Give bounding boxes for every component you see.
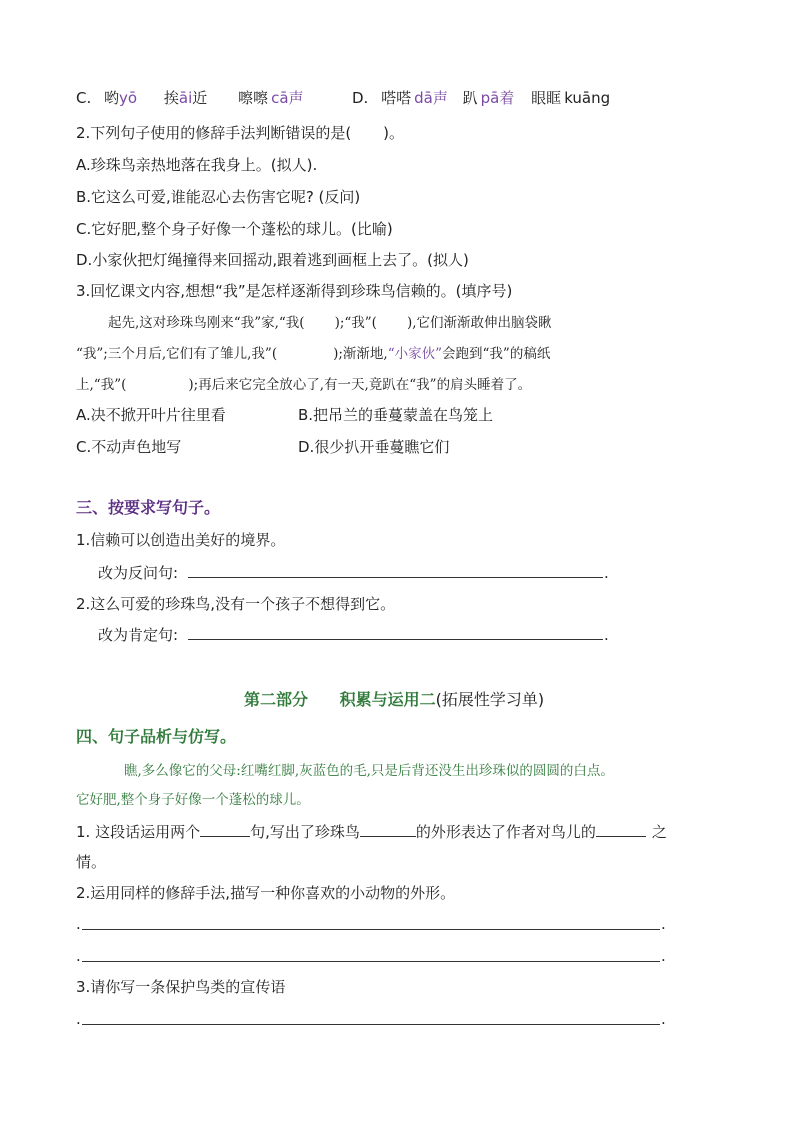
answer-line-description-1[interactable] xyxy=(82,929,660,930)
word: 嗒嗒 xyxy=(381,89,412,107)
q2-option-a: A.珍珠鸟亲热地落在我身上。(拟人). xyxy=(76,156,318,174)
sec4-q1 xyxy=(76,821,667,842)
pinyin: dā xyxy=(414,89,433,107)
q2-option-c: C.它好肥,整个身子好像一个蓬松的球儿。(比喻) xyxy=(76,220,393,238)
q1-option-c xyxy=(76,88,304,108)
q3-option-c: C.不动声色地写 xyxy=(76,438,182,456)
option-label: D. xyxy=(352,89,369,107)
q3-stem: 3.回忆课文内容,想想“我”是怎样逐渐得到珍珠鸟信赖的。(填序号) xyxy=(76,282,513,300)
question-text: 1. 这段话运用两个 xyxy=(76,823,201,841)
passage-text: 起先,这对珍珠鸟刚来“我”家,“我( xyxy=(108,315,305,331)
line-end-dot: . xyxy=(604,564,609,582)
sec4-passage-line1: 瞧,多么像它的父母:红嘴红脚,灰蓝色的毛,只是后背还没生出珍珠似的圆圆的白点。 xyxy=(124,763,614,779)
sec4-q3: 3.请你写一条保护鸟类的宣传语 xyxy=(76,978,286,996)
q3-passage-line2 xyxy=(76,344,550,364)
answer-line-affirmative[interactable] xyxy=(188,639,603,640)
section4-heading: 四、句子品析与仿写。 xyxy=(76,727,237,746)
word: 声 xyxy=(288,89,304,107)
option-label: C. xyxy=(76,89,92,107)
answer-line-rhetorical[interactable] xyxy=(188,577,603,578)
line-end-dot: . xyxy=(661,947,666,965)
sec3-item2: 2.这么可爱的珍珠鸟,没有一个孩子不想得到它。 xyxy=(76,595,396,613)
q2-option-d: D.小家伙把灯绳撞得来回摇动,跟着逃到画框上去了。(拟人) xyxy=(76,251,469,269)
q3-option-a: A.决不掀开叶片往里看 xyxy=(76,406,226,424)
line-start-dot: . xyxy=(76,947,81,965)
sec4-passage-line2: 它好肥,整个身子好像一个蓬松的球儿。 xyxy=(76,792,310,808)
passage-text: 会跑到“我”的稿纸 xyxy=(442,346,551,362)
passage-text: );“我”( xyxy=(334,315,377,331)
question-text: 的外形表达了作者对鸟儿的 xyxy=(415,823,596,841)
line-end-dot: . xyxy=(661,915,666,933)
question-text: 2.下列句子使用的修辞手法判断错误的是( xyxy=(76,124,352,142)
pinyin: āi xyxy=(178,89,193,107)
line-end-dot: . xyxy=(661,1010,666,1028)
blank-line[interactable] xyxy=(200,821,250,837)
passage-text-highlight: “小家伙” xyxy=(387,346,443,362)
line-end-dot: . xyxy=(604,626,609,644)
word: 近 xyxy=(192,89,208,107)
passage-text: ),它们渐渐敢伸出脑袋瞅 xyxy=(406,315,552,331)
sec3-item2-label: 改为肯定句: xyxy=(98,626,179,644)
q3-option-d: D.很少扒开垂蔓瞧它们 xyxy=(298,438,450,456)
sec4-q2: 2.运用同样的修辞手法,描写一种你喜欢的小动物的外形。 xyxy=(76,884,456,902)
word: 眼眶 xyxy=(531,89,562,107)
part2-title xyxy=(244,690,544,710)
answer-line-slogan[interactable] xyxy=(82,1024,660,1025)
word: 声 xyxy=(432,89,448,107)
passage-text: “我”;三个月后,它们有了雏儿,我”( xyxy=(76,346,278,362)
sec3-item1: 1.信赖可以创造出美好的境界。 xyxy=(76,531,286,549)
line-start-dot: . xyxy=(76,915,81,933)
pinyin: pā xyxy=(480,89,500,107)
blank-line[interactable] xyxy=(360,821,416,837)
q3-passage-line1 xyxy=(108,313,552,333)
pinyin: kuāng xyxy=(564,89,611,107)
pinyin: cā xyxy=(271,89,289,107)
question-text-end: )。 xyxy=(383,124,405,142)
q1-option-d xyxy=(352,88,610,108)
sec3-item1-label: 改为反问句: xyxy=(98,564,179,582)
word: 着 xyxy=(499,89,515,107)
q2-option-b: B.它这么可爱,谁能忍心去伤害它呢? (反问) xyxy=(76,188,361,206)
passage-text: 上,“我”( xyxy=(76,377,127,393)
question-text: 句,写出了珍珠鸟 xyxy=(250,823,360,841)
q3-passage-line3 xyxy=(76,375,531,395)
section3-heading: 三、按要求写句子。 xyxy=(76,498,221,517)
passage-text: );渐渐地, xyxy=(333,346,388,362)
part-title: 第二部分 xyxy=(244,690,309,709)
passage-text: );再后来它完全放心了,有一天,竟趴在“我”的肩头睡着了。 xyxy=(188,377,532,393)
part-subtitle: 积累与运用二 xyxy=(339,690,436,709)
word: 哟 xyxy=(104,89,120,107)
question-text: 之 xyxy=(651,823,667,841)
part-note: (拓展性学习单) xyxy=(435,690,545,709)
pinyin: yō xyxy=(119,89,138,107)
line-start-dot: . xyxy=(76,1010,81,1028)
word: 挨 xyxy=(163,89,179,107)
answer-line-description-2[interactable] xyxy=(82,961,660,962)
word: 嚓嚓 xyxy=(238,89,269,107)
word: 趴 xyxy=(462,89,478,107)
blank-line[interactable] xyxy=(596,821,646,837)
q3-option-b: B.把吊兰的垂蔓蒙盖在鸟笼上 xyxy=(298,406,494,424)
q2-stem xyxy=(76,123,404,143)
sec4-q1-end: 情。 xyxy=(76,853,107,871)
